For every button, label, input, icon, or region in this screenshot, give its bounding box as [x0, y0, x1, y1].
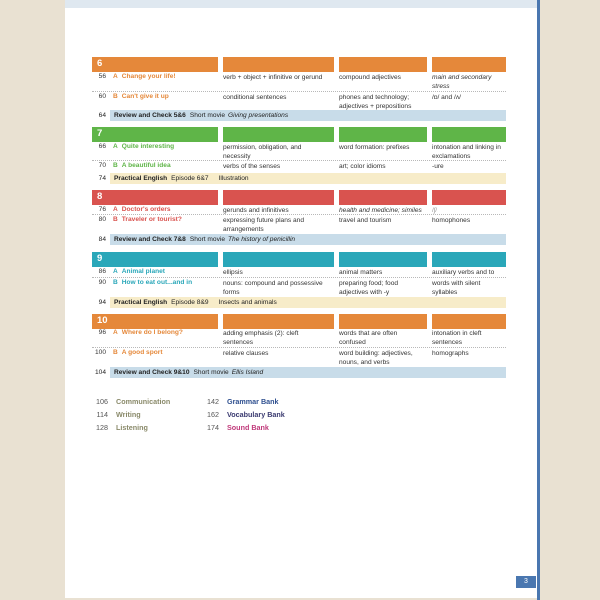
practical-sub: Episode 8&9: [171, 299, 209, 306]
review-sub: Short movie: [189, 236, 226, 243]
row-divider: [92, 160, 506, 161]
lesson-page: 70: [98, 162, 106, 169]
review-page: 64: [98, 112, 106, 119]
lesson-pronunciation: main and secondary stress: [432, 74, 492, 90]
lesson-title[interactable]: B Traveler or tourist?: [113, 216, 182, 223]
header-bar-title: [92, 190, 218, 205]
lesson-title[interactable]: B A beautiful idea: [113, 162, 171, 169]
header-bar-vocabulary: [339, 252, 427, 267]
lesson-grammar: verb + object + infinitive or gerund: [223, 74, 323, 81]
header-bar-title: [92, 314, 218, 329]
lesson-pronunciation: words with silent syllables: [432, 280, 481, 296]
lesson-title[interactable]: B A good sport: [113, 349, 163, 356]
lesson-pronunciation: auxiliary verbs and to: [432, 269, 495, 276]
practical-english-row: [92, 297, 506, 308]
lesson-page: 86: [98, 268, 106, 275]
header-bar-grammar: [223, 190, 334, 205]
review-page: 104: [94, 369, 106, 376]
lesson-vocabulary: preparing food; food adjectives with -y: [339, 280, 399, 296]
header-bar-vocabulary: [339, 127, 427, 142]
header-bar-grammar: [223, 127, 334, 142]
lesson-page: 76: [98, 206, 106, 213]
lesson-grammar: gerunds and infinitives: [223, 207, 289, 214]
review-label[interactable]: Review and Check 7&8: [114, 236, 186, 243]
page-top-strip: [65, 0, 537, 8]
header-bar-title: [92, 127, 218, 142]
review-caption: Giving presentations: [228, 112, 289, 119]
unit-header: [92, 252, 506, 267]
page-number: 3: [516, 576, 536, 588]
lesson-vocabulary: compound adjectives: [339, 74, 401, 81]
lesson-page: 56: [98, 73, 106, 80]
row-divider: [92, 277, 506, 278]
lesson-grammar: conditional sentences: [223, 94, 287, 101]
appendix-writing[interactable]: 114 Writing: [96, 410, 141, 419]
lesson-vocabulary: health and medicine; similes: [339, 207, 422, 214]
appendix-grammar-bank[interactable]: 142 Grammar Bank: [207, 397, 279, 406]
lesson-pronunciation: intonation in cleft sentences: [432, 330, 482, 346]
row-divider: [92, 347, 506, 348]
lesson-page: 96: [98, 329, 106, 336]
header-bar-grammar: [223, 57, 334, 72]
lesson-vocabulary: words that are often confused: [339, 330, 398, 346]
lesson-title[interactable]: A Change your life!: [113, 73, 176, 80]
review-caption: Ellis Island: [231, 369, 264, 376]
lesson-grammar: verbs of the senses: [223, 163, 281, 170]
lesson-pronunciation: /ɒ/ and /ʌ/: [432, 94, 461, 101]
unit-header: [92, 314, 506, 329]
practical-label[interactable]: Practical English: [114, 175, 168, 182]
lesson-title[interactable]: A Doctor's orders: [113, 206, 171, 213]
lesson-title[interactable]: A Quite interesting: [113, 143, 175, 150]
unit-8: [92, 190, 506, 243]
lesson-page: 90: [98, 279, 106, 286]
practical-caption: Illustration: [218, 175, 249, 182]
unit-6: [92, 57, 506, 119]
unit-number: 6: [97, 58, 103, 69]
header-bar-title: [92, 57, 218, 72]
unit-10: [92, 314, 506, 376]
lesson-pronunciation: intonation and linking in exclamations: [432, 144, 501, 160]
unit-9: [92, 252, 506, 306]
lesson-vocabulary: animal matters: [339, 269, 383, 276]
row-divider: [92, 91, 506, 92]
header-bar-pronunciation: [432, 252, 506, 267]
row-divider: [92, 214, 506, 215]
review-row: [92, 110, 506, 121]
practical-caption: Insects and animals: [218, 299, 277, 306]
practical-sub: Episode 6&7: [171, 175, 209, 182]
lesson-grammar: relative clauses: [223, 350, 269, 357]
unit-header: [92, 190, 506, 205]
lesson-grammar: ellipsis: [223, 269, 243, 276]
appendix-sound-bank[interactable]: 174 Sound Bank: [207, 423, 269, 432]
header-bar-vocabulary: [339, 314, 427, 329]
lesson-title[interactable]: B Can't give it up: [113, 93, 169, 100]
header-bar-vocabulary: [339, 190, 427, 205]
review-sub: Short movie: [193, 369, 229, 376]
lesson-pronunciation: homophones: [432, 217, 471, 224]
header-bar-pronunciation: [432, 314, 506, 329]
review-row: [92, 367, 506, 378]
review-label[interactable]: Review and Check 5&6: [114, 112, 186, 119]
review-page: 74: [98, 175, 106, 182]
lesson-vocabulary: travel and tourism: [339, 217, 392, 224]
header-bar-pronunciation: [432, 57, 506, 72]
lesson-vocabulary: word building: adjectives, nouns, and verbs: [339, 350, 413, 366]
review-sub: Short movie: [189, 112, 226, 119]
header-bar-vocabulary: [339, 57, 427, 72]
header-bar-pronunciation: [432, 190, 506, 205]
lesson-pronunciation: /ʃ/: [432, 207, 438, 214]
unit-number: 9: [97, 253, 103, 264]
lesson-grammar: adding emphasis (2): cleft sentences: [223, 330, 299, 346]
lesson-pronunciation: homographs: [432, 350, 469, 357]
lesson-grammar: permission, obligation, and necessity: [223, 144, 302, 160]
page-edge: [537, 0, 540, 600]
header-bar-pronunciation: [432, 127, 506, 142]
header-bar-grammar: [223, 314, 334, 329]
unit-number: 8: [97, 191, 103, 202]
review-page: 84: [98, 236, 106, 243]
lesson-grammar: expressing future plans and arrangements: [223, 217, 305, 233]
lesson-page: 100: [94, 349, 106, 356]
appendix-communication[interactable]: 106 Communication: [96, 397, 171, 406]
lesson-pronunciation: -ure: [432, 163, 444, 170]
header-bar-title: [92, 252, 218, 267]
header-bar-grammar: [223, 252, 334, 267]
lesson-vocabulary: phones and technology; adjectives + prepositions: [339, 94, 412, 110]
lesson-page: 60: [98, 93, 106, 100]
lesson-grammar: nouns: compound and possessive forms: [223, 280, 323, 296]
unit-number: 10: [97, 315, 108, 326]
appendix-vocabulary-bank[interactable]: 162 Vocabulary Bank: [207, 410, 285, 419]
lesson-vocabulary: art; color idioms: [339, 163, 386, 170]
unit-header: [92, 127, 506, 142]
review-caption: The history of penicillin: [228, 236, 296, 243]
lesson-title[interactable]: A Where do I belong?: [113, 329, 183, 336]
review-page: 94: [98, 299, 106, 306]
review-row: [92, 234, 506, 245]
practical-english-row: [92, 173, 506, 184]
unit-header: [92, 57, 506, 72]
lesson-page: 80: [98, 216, 106, 223]
appendix-listening[interactable]: 128 Listening: [96, 423, 148, 432]
lesson-vocabulary: word formation: prefixes: [339, 144, 410, 151]
lesson-title[interactable]: A Animal planet: [113, 268, 165, 275]
lesson-page: 66: [98, 143, 106, 150]
review-label[interactable]: Review and Check 9&10: [114, 369, 190, 376]
unit-7: [92, 127, 506, 182]
practical-label[interactable]: Practical English: [114, 299, 168, 306]
lesson-title[interactable]: B How to eat out...and in: [113, 279, 193, 286]
unit-number: 7: [97, 128, 103, 139]
